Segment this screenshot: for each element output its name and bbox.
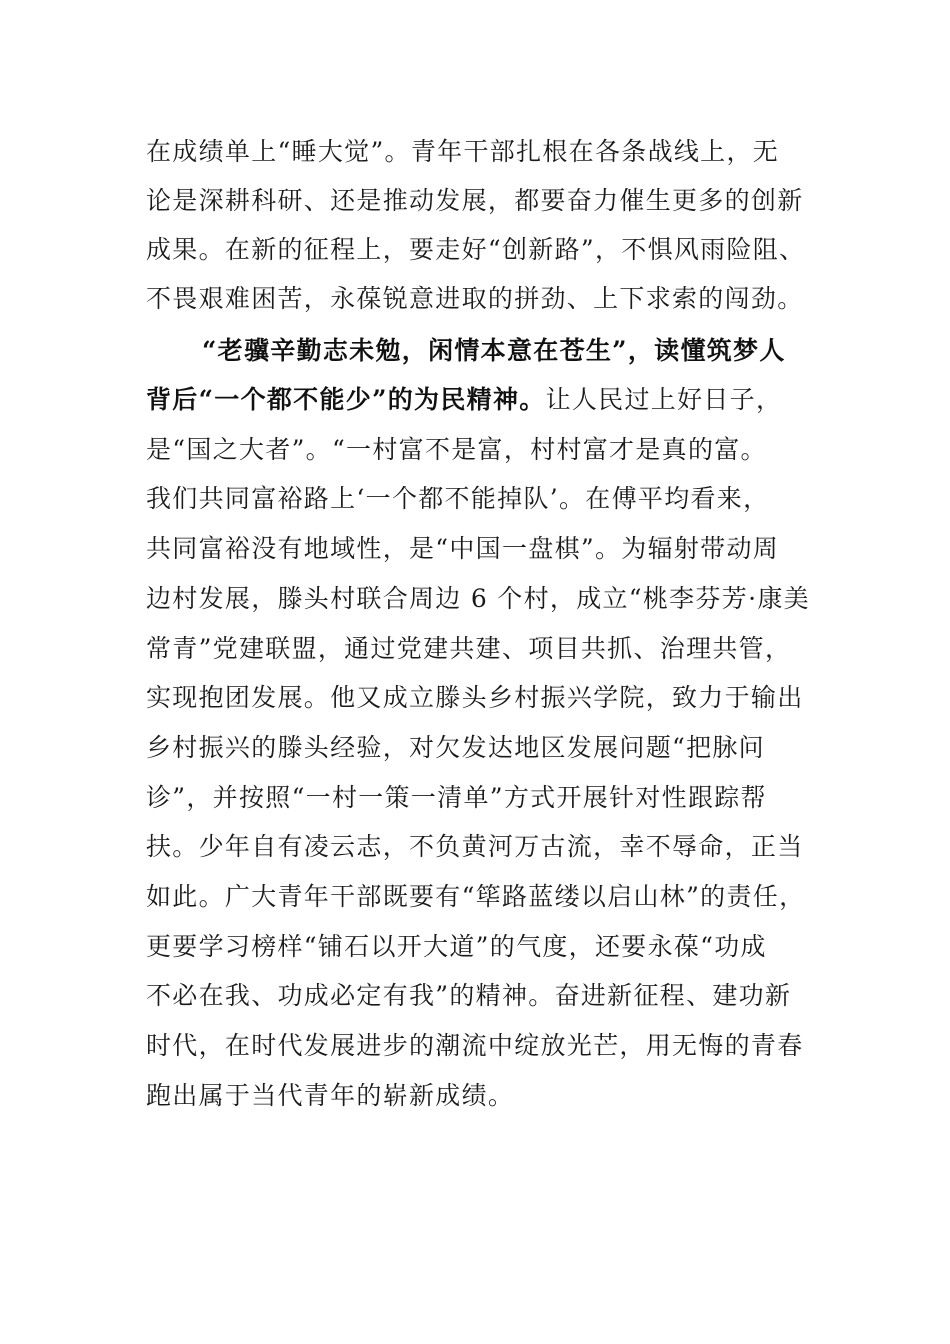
line-text: 成果。在新的征程上，要走好“创新路”，不惧风雨险阻、 xyxy=(146,235,806,264)
line-text: 实现抱团发展。他又成立滕头乡村振兴学院，致力于输出 xyxy=(146,683,804,712)
paragraph-heading-line xyxy=(202,333,786,369)
line-text: 共同富裕没有地域性，是“中国一盘棋”。为辐射带动周 xyxy=(146,534,780,563)
paragraph-line xyxy=(146,281,804,317)
paragraph-line xyxy=(146,730,765,766)
paragraph-line xyxy=(146,631,791,667)
line-text: 边村发展，滕头村联合周边 6 个村，成立“桃李芬芳·康美 xyxy=(146,584,810,613)
paragraph-line xyxy=(146,1028,804,1064)
line-text: 乡村振兴的滕头经验，对欠发达地区发展问题“把脉问 xyxy=(146,733,765,762)
paragraph-line xyxy=(146,481,769,517)
line-text: 是“国之大者”。“一村富不是富，村村富才是真的富。 xyxy=(146,435,767,464)
paragraph-line xyxy=(146,978,791,1014)
paragraph-line xyxy=(146,1078,514,1114)
line-text: 我们共同富裕路上‘一个都不能掉队’。在傅平均看来， xyxy=(146,484,770,513)
paragraph-line xyxy=(146,382,782,418)
paragraph-line xyxy=(146,432,767,468)
paragraph-line xyxy=(146,780,767,816)
line-text: 常青”党建联盟，通过党建共建、项目共抓、治理共管， xyxy=(146,634,792,663)
line-text: 跑出属于当代青年的崭新成绩。 xyxy=(146,1081,515,1110)
bold-line-text: 背后“一个都不能少”的为民精神。 xyxy=(146,385,546,414)
paragraph-line xyxy=(146,879,805,915)
line-text: 更要学习榜样“铺石以开大道”的气度，还要永葆“功成 xyxy=(146,932,767,961)
line-text: 不畏艰难困苦，永葆锐意进取的拼劲、上下求索的闯劲。 xyxy=(146,284,804,313)
paragraph-line xyxy=(146,183,804,219)
paragraph-line xyxy=(146,929,767,965)
paragraph-line xyxy=(146,232,805,268)
line-text: 时代，在时代发展进步的潮流中绽放光芒，用无悔的青春 xyxy=(146,1031,804,1060)
bold-line-text: “老骥辛勤志未勉，闲情本意在苍生”，读懂筑梦人 xyxy=(202,336,786,365)
line-text: 诊”，并按照“一村一策一清单”方式开展针对性跟踪帮 xyxy=(146,783,767,812)
paragraph-line xyxy=(146,581,810,617)
paragraph-line xyxy=(146,134,779,170)
paragraph-line xyxy=(146,531,779,567)
line-text: 论是深耕科研、还是推动发展，都要奋力催生更多的创新 xyxy=(146,186,804,215)
line-text: 如此。广大青年干部既要有“筚路蓝缕以启山林”的责任， xyxy=(146,882,806,911)
paragraph-line xyxy=(146,680,804,716)
line-text: 不必在我、功成必定有我”的精神。奋进新征程、建功新 xyxy=(146,981,792,1010)
line-text: 在成绩单上“睡大觉”。青年干部扎根在各条战线上，无 xyxy=(146,137,780,166)
line-text: 让人民过上好日子， xyxy=(545,385,783,414)
paragraph-line xyxy=(146,829,804,865)
line-text: 扶。少年自有凌云志，不负黄河万古流，幸不辱命，正当 xyxy=(146,832,804,861)
